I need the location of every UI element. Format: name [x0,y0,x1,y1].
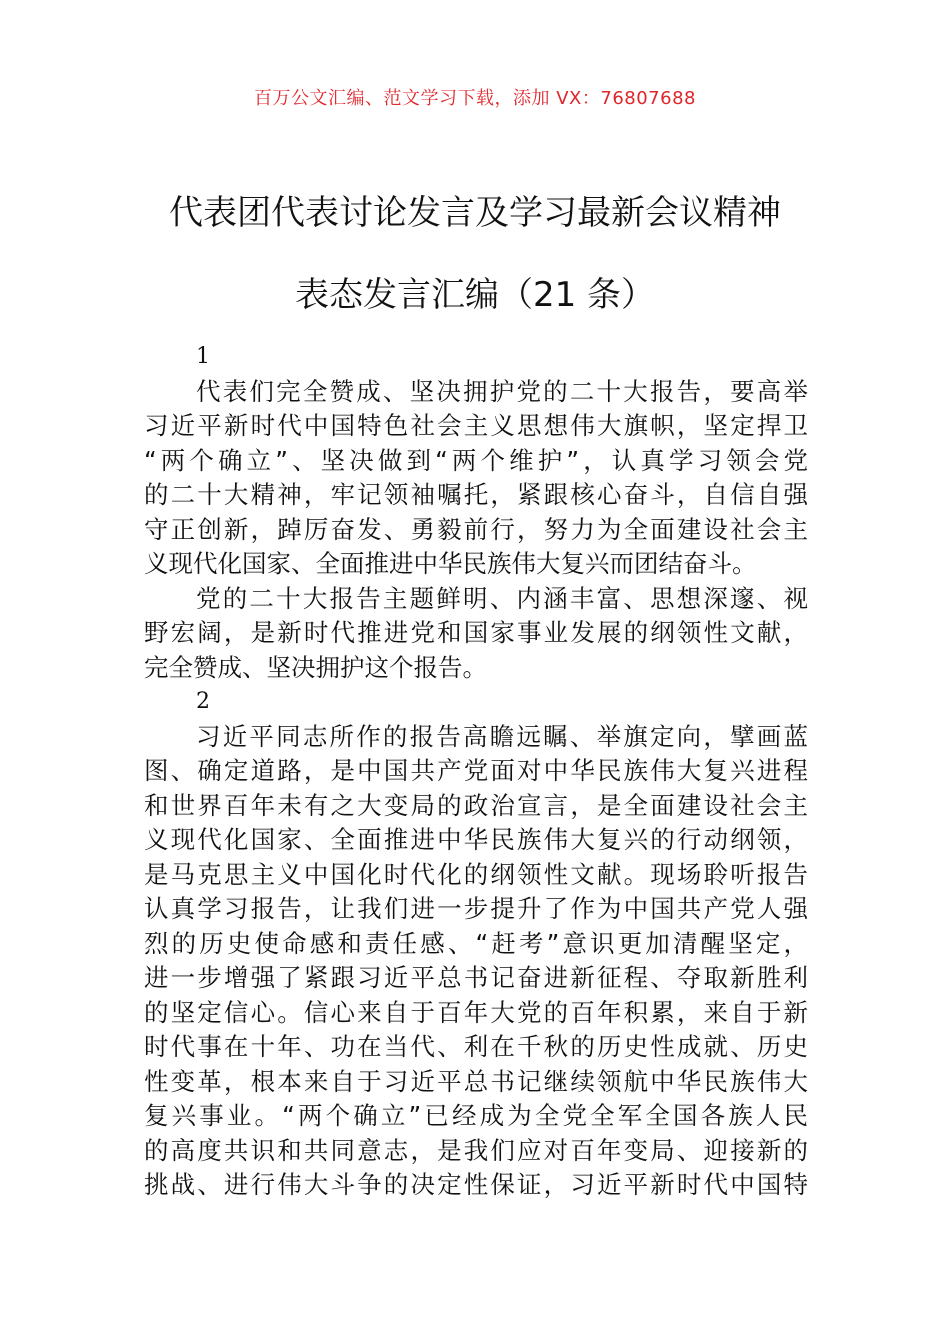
paragraph-line: 和世界百年未有之大变局的政治宣言，是全面建设社会主 [144,790,808,820]
document-body [144,340,808,1203]
paragraph-line: 复兴事业。“两个确立”已经成为全党全军全国各族人民 [144,1101,808,1130]
paragraph-line: 烈的历史使命感和责任感、“赶考”意识更加清醒坚定， [144,928,808,958]
title-line-2: 表态发言汇编（21 条） [294,275,656,315]
paragraph-line: 图、确定道路，是中国共产党面对中华民族伟大复兴进程 [144,756,808,785]
header-note: 百万公文汇编、范文学习下载，添加 VX：76807688 [254,88,696,109]
section-number: 2 [196,689,210,714]
paragraph-line: 的坚定信心。信心来自于百年大党的百年积累，来自于新 [144,997,808,1027]
paragraph-line: 的高度共识和共同意志，是我们应对百年变局、迎接新的 [144,1135,808,1165]
paragraph-line: 完全赞成、坚决拥护这个报告。 [144,652,487,682]
paragraph-line: “两个确立”、坚决做到“两个维护”，认真学习领会党 [144,445,808,475]
paragraph-line: 义现代化国家、全面推进中华民族伟大复兴的行动纲领， [144,825,808,854]
paragraph-line: 挑战、进行伟大斗争的决定性保证，习近平新时代中国特 [144,1170,808,1199]
paragraph-line: 党的二十大报告主题鲜明、内涵丰富、思想深邃、视 [196,583,808,613]
section-number: 1 [196,344,210,369]
paragraph-line: 习近平新时代中国特色社会主义思想伟大旗帜，坚定捍卫 [144,411,808,440]
paragraph-line: 代表们完全赞成、坚决拥护党的二十大报告，要高举 [196,376,808,406]
paragraph-line: 守正创新，踔厉奋发、勇毅前行，努力为全面建设社会主 [144,514,808,544]
paragraph-line: 义现代化国家、全面推进中华民族伟大复兴而团结奋斗。 [144,549,757,578]
paragraph-line: 进一步增强了紧跟习近平总书记奋进新征程、夺取新胜利 [144,963,808,992]
title-line-1: 代表团代表讨论发言及学习最新会议精神 [169,193,781,233]
paragraph-line: 的二十大精神，牢记领袖嘱托，紧跟核心奋斗，自信自强 [144,480,808,509]
paragraph-line: 野宏阔，是新时代推进党和国家事业发展的纲领性文献， [144,618,808,647]
paragraph-line: 习近平同志所作的报告高瞻远瞩、举旗定向，擘画蓝 [196,721,808,751]
paragraph-line: 是马克思主义中国化时代化的纲领性文献。现场聆听报告 [144,859,808,889]
paragraph-line: 时代事在十年、功在当代、利在千秋的历史性成就、历史 [144,1032,808,1061]
paragraph-line: 性变革，根本来自于习近平总书记继续领航中华民族伟大 [144,1066,808,1096]
document-title [60,172,890,336]
paragraph-line: 认真学习报告，让我们进一步提升了作为中国共产党人强 [144,894,808,923]
